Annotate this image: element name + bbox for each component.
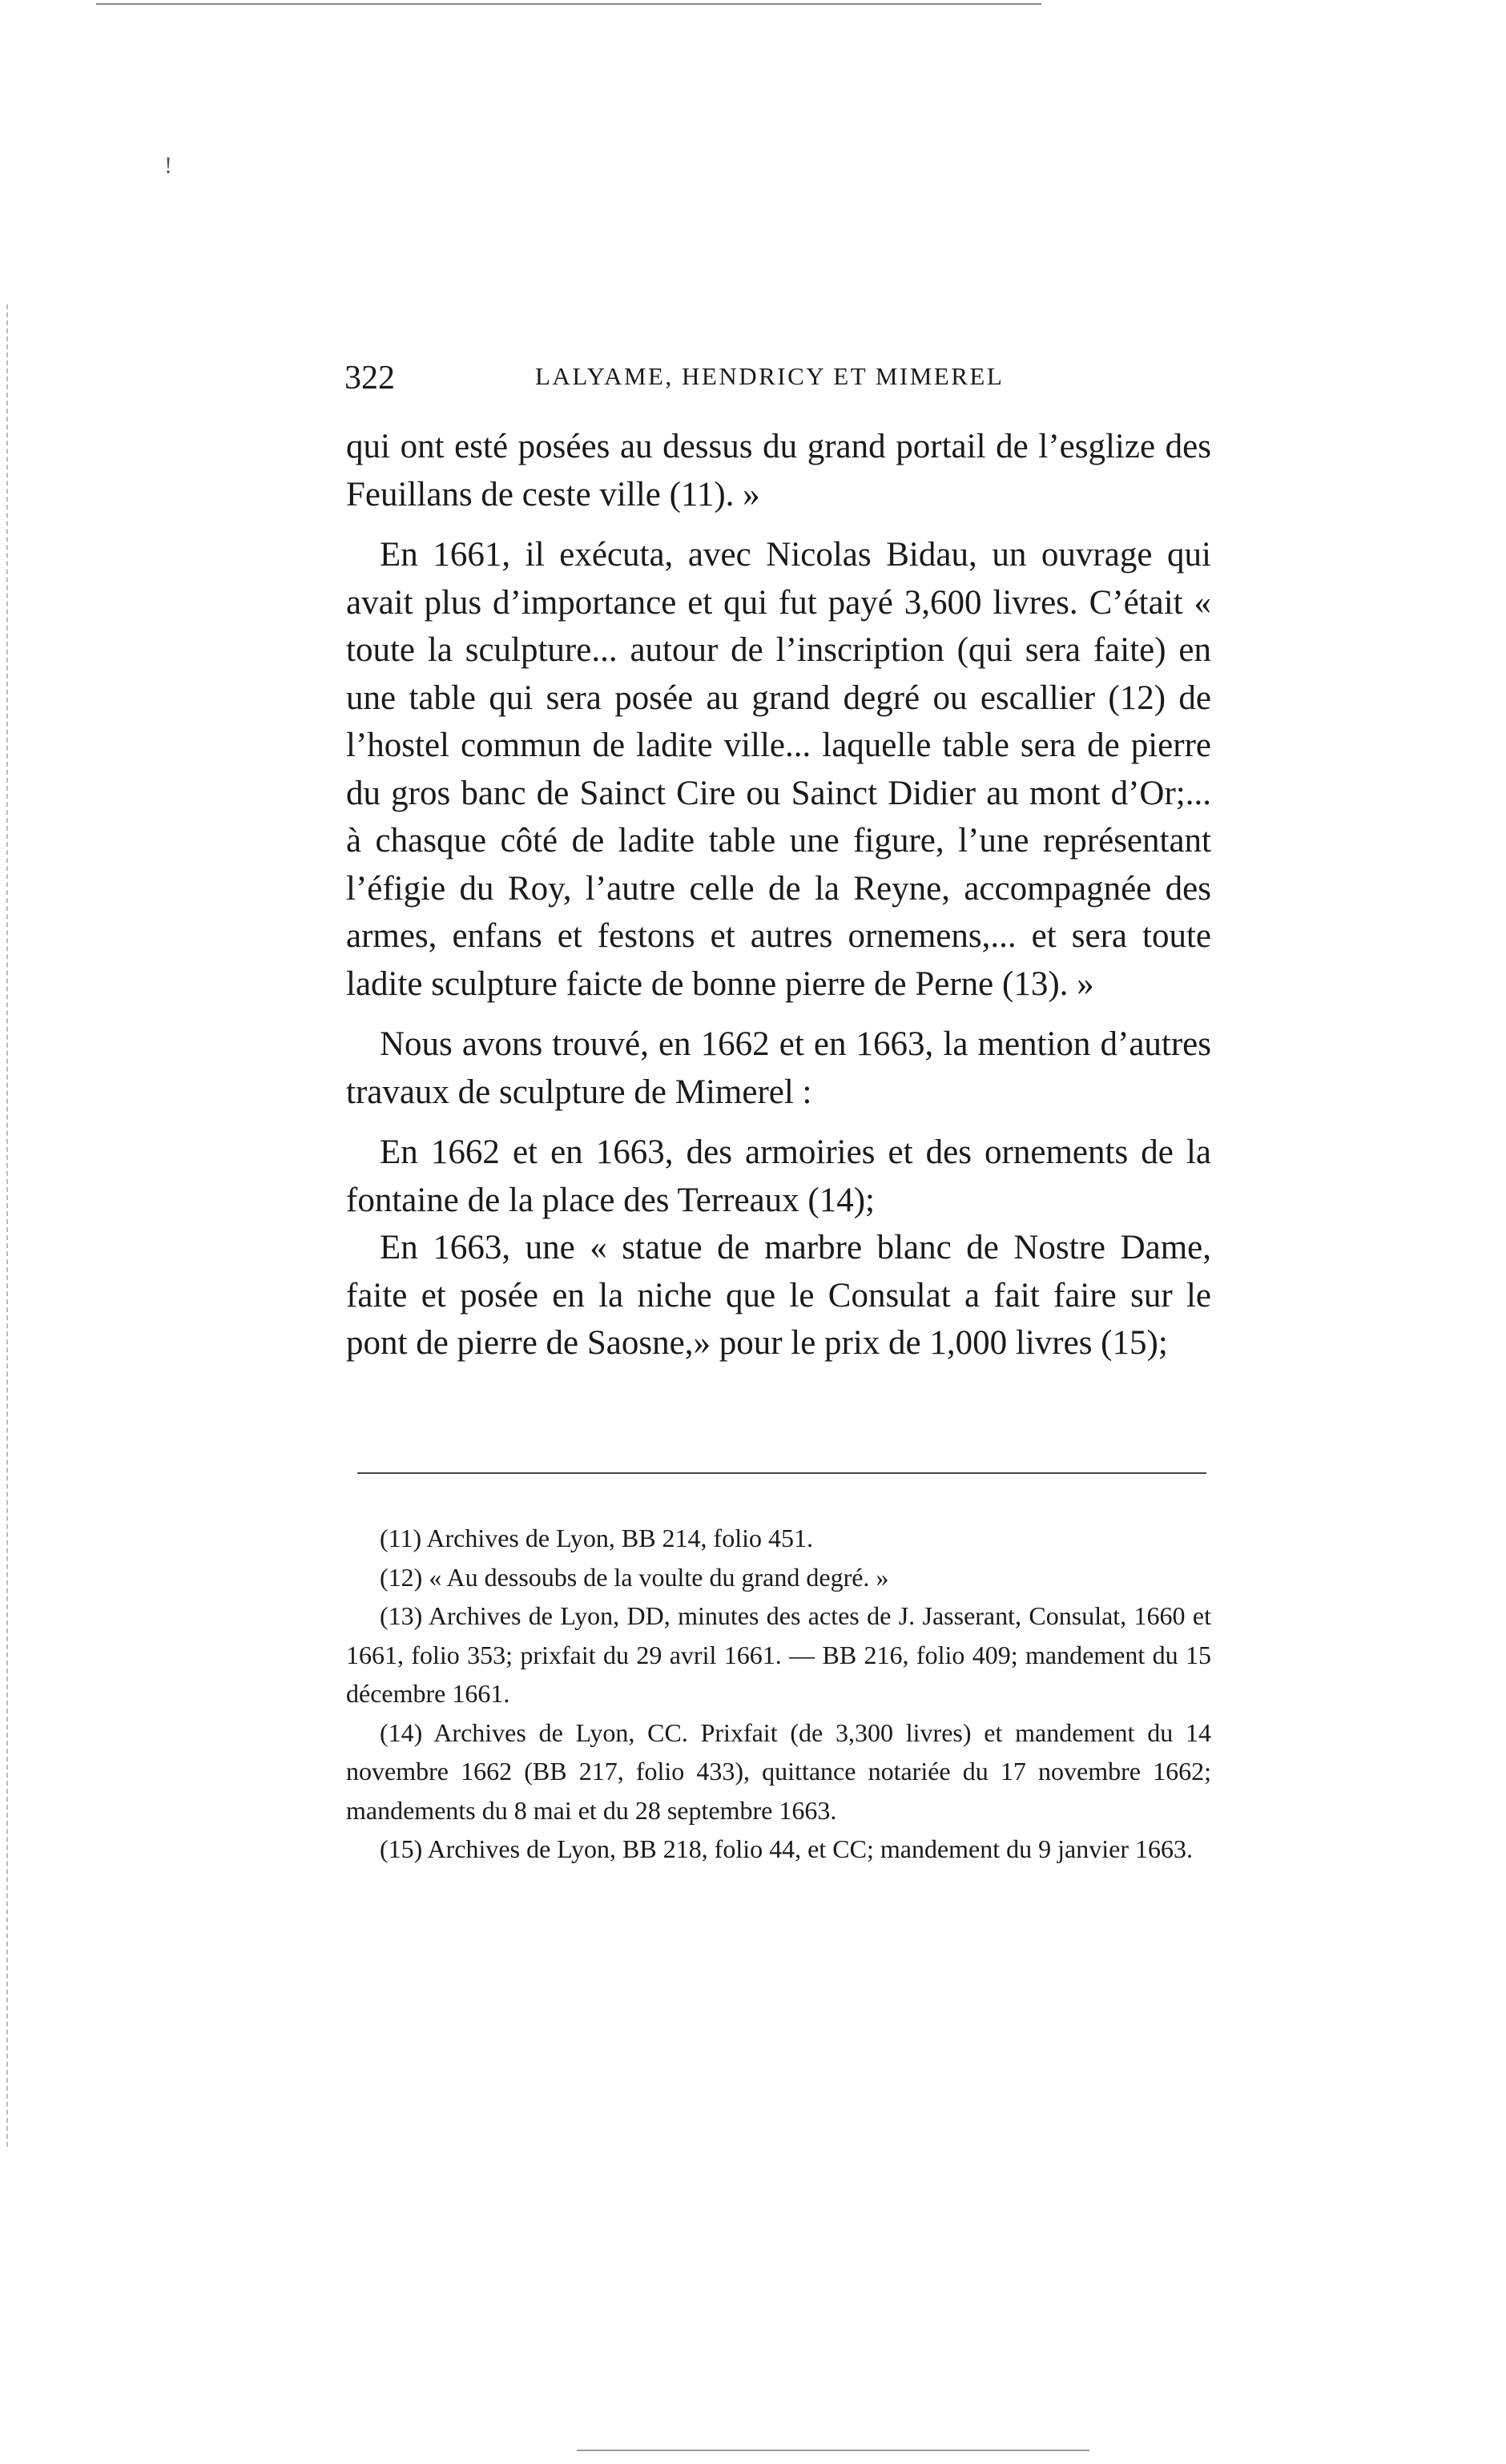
page-number: 322	[344, 360, 395, 397]
scan-edge-top	[96, 3, 1041, 5]
footnote-separator	[357, 1472, 1206, 1474]
scan-edge-left	[6, 304, 8, 2147]
header-title: LALYAME, HENDRICY ET MIMEREL	[535, 362, 1005, 390]
paragraph: En 1663, une « statue de marbre blanc de Nostre Dame, faite et posée en la niche que le Consulat a fait faire sur le pont de pierre de Saosne,» pour le prix de 1,000 livres (15);	[346, 1229, 1211, 1362]
paragraph: En 1662 et en 1663, des armoiries et des ornements de la fontaine de la place des Terreaux (14);	[346, 1133, 1211, 1219]
paragraph: En 1661, il exécuta, avec Nicolas Bidau, un ouvrage qui avait plus d’importance et qui fut payé 3,600 livres. C’était « toute la sculpture... autour de l’inscription (qui sera faite) en une table qui sera posée au grand degré ou escallier (12) de l’hostel commun de ladite ville... laquelle table sera de pierre du gros banc de Sainct Cire ou Sainct Didier au mont d’Or;... à chasque côté de ladite table une figure, l’une représentant l’éfigie du Roy, l’autre celle de la Reyne, accompagnée des armes, enfans et festons et autres ornemens,... et sera toute ladite sculpture faicte de bonne pierre de Perne (13). »	[346, 536, 1211, 1003]
scan-edge-bottom	[577, 2450, 1089, 2451]
footnote: (15) Archives de Lyon, BB 218, folio 44, et CC; mandement du 9 janvier 1663.	[380, 1834, 1193, 1863]
paragraph-continuation: qui ont esté posées au dessus du grand portail de l’esglize des Feuillans de ceste ville (11). »	[346, 428, 1211, 513]
footnote: (11) Archives de Lyon, BB 214, folio 451.	[380, 1524, 813, 1552]
paragraph: Nous avons trouvé, en 1662 et en 1663, la mention d’autres travaux de sculpture de Mimerel :	[346, 1025, 1211, 1111]
footnote: (13) Archives de Lyon, DD, minutes des actes de J. Jasserant, Consulat, 1660 et 1661, folio 353; prixfait du 29 avril 1661. — BB 216, folio 409; mandement du 15 décembre 1661.	[346, 1601, 1211, 1708]
footnote: (14) Archives de Lyon, CC. Prixfait (de 3,300 livres) et mandement du 14 novembre 1662 (BB 217, folio 433), quittance notariée du 17 novembre 1662; mandements du 8 mai et du 28 septembre 1663.	[346, 1717, 1211, 1825]
running-head	[344, 359, 1210, 407]
body-text	[346, 423, 1211, 1367]
footnote: (12) « Au dessoubs de la voulte du grand degré. »	[380, 1562, 889, 1592]
stray-mark: !	[164, 152, 172, 179]
footnotes	[346, 1519, 1211, 1869]
